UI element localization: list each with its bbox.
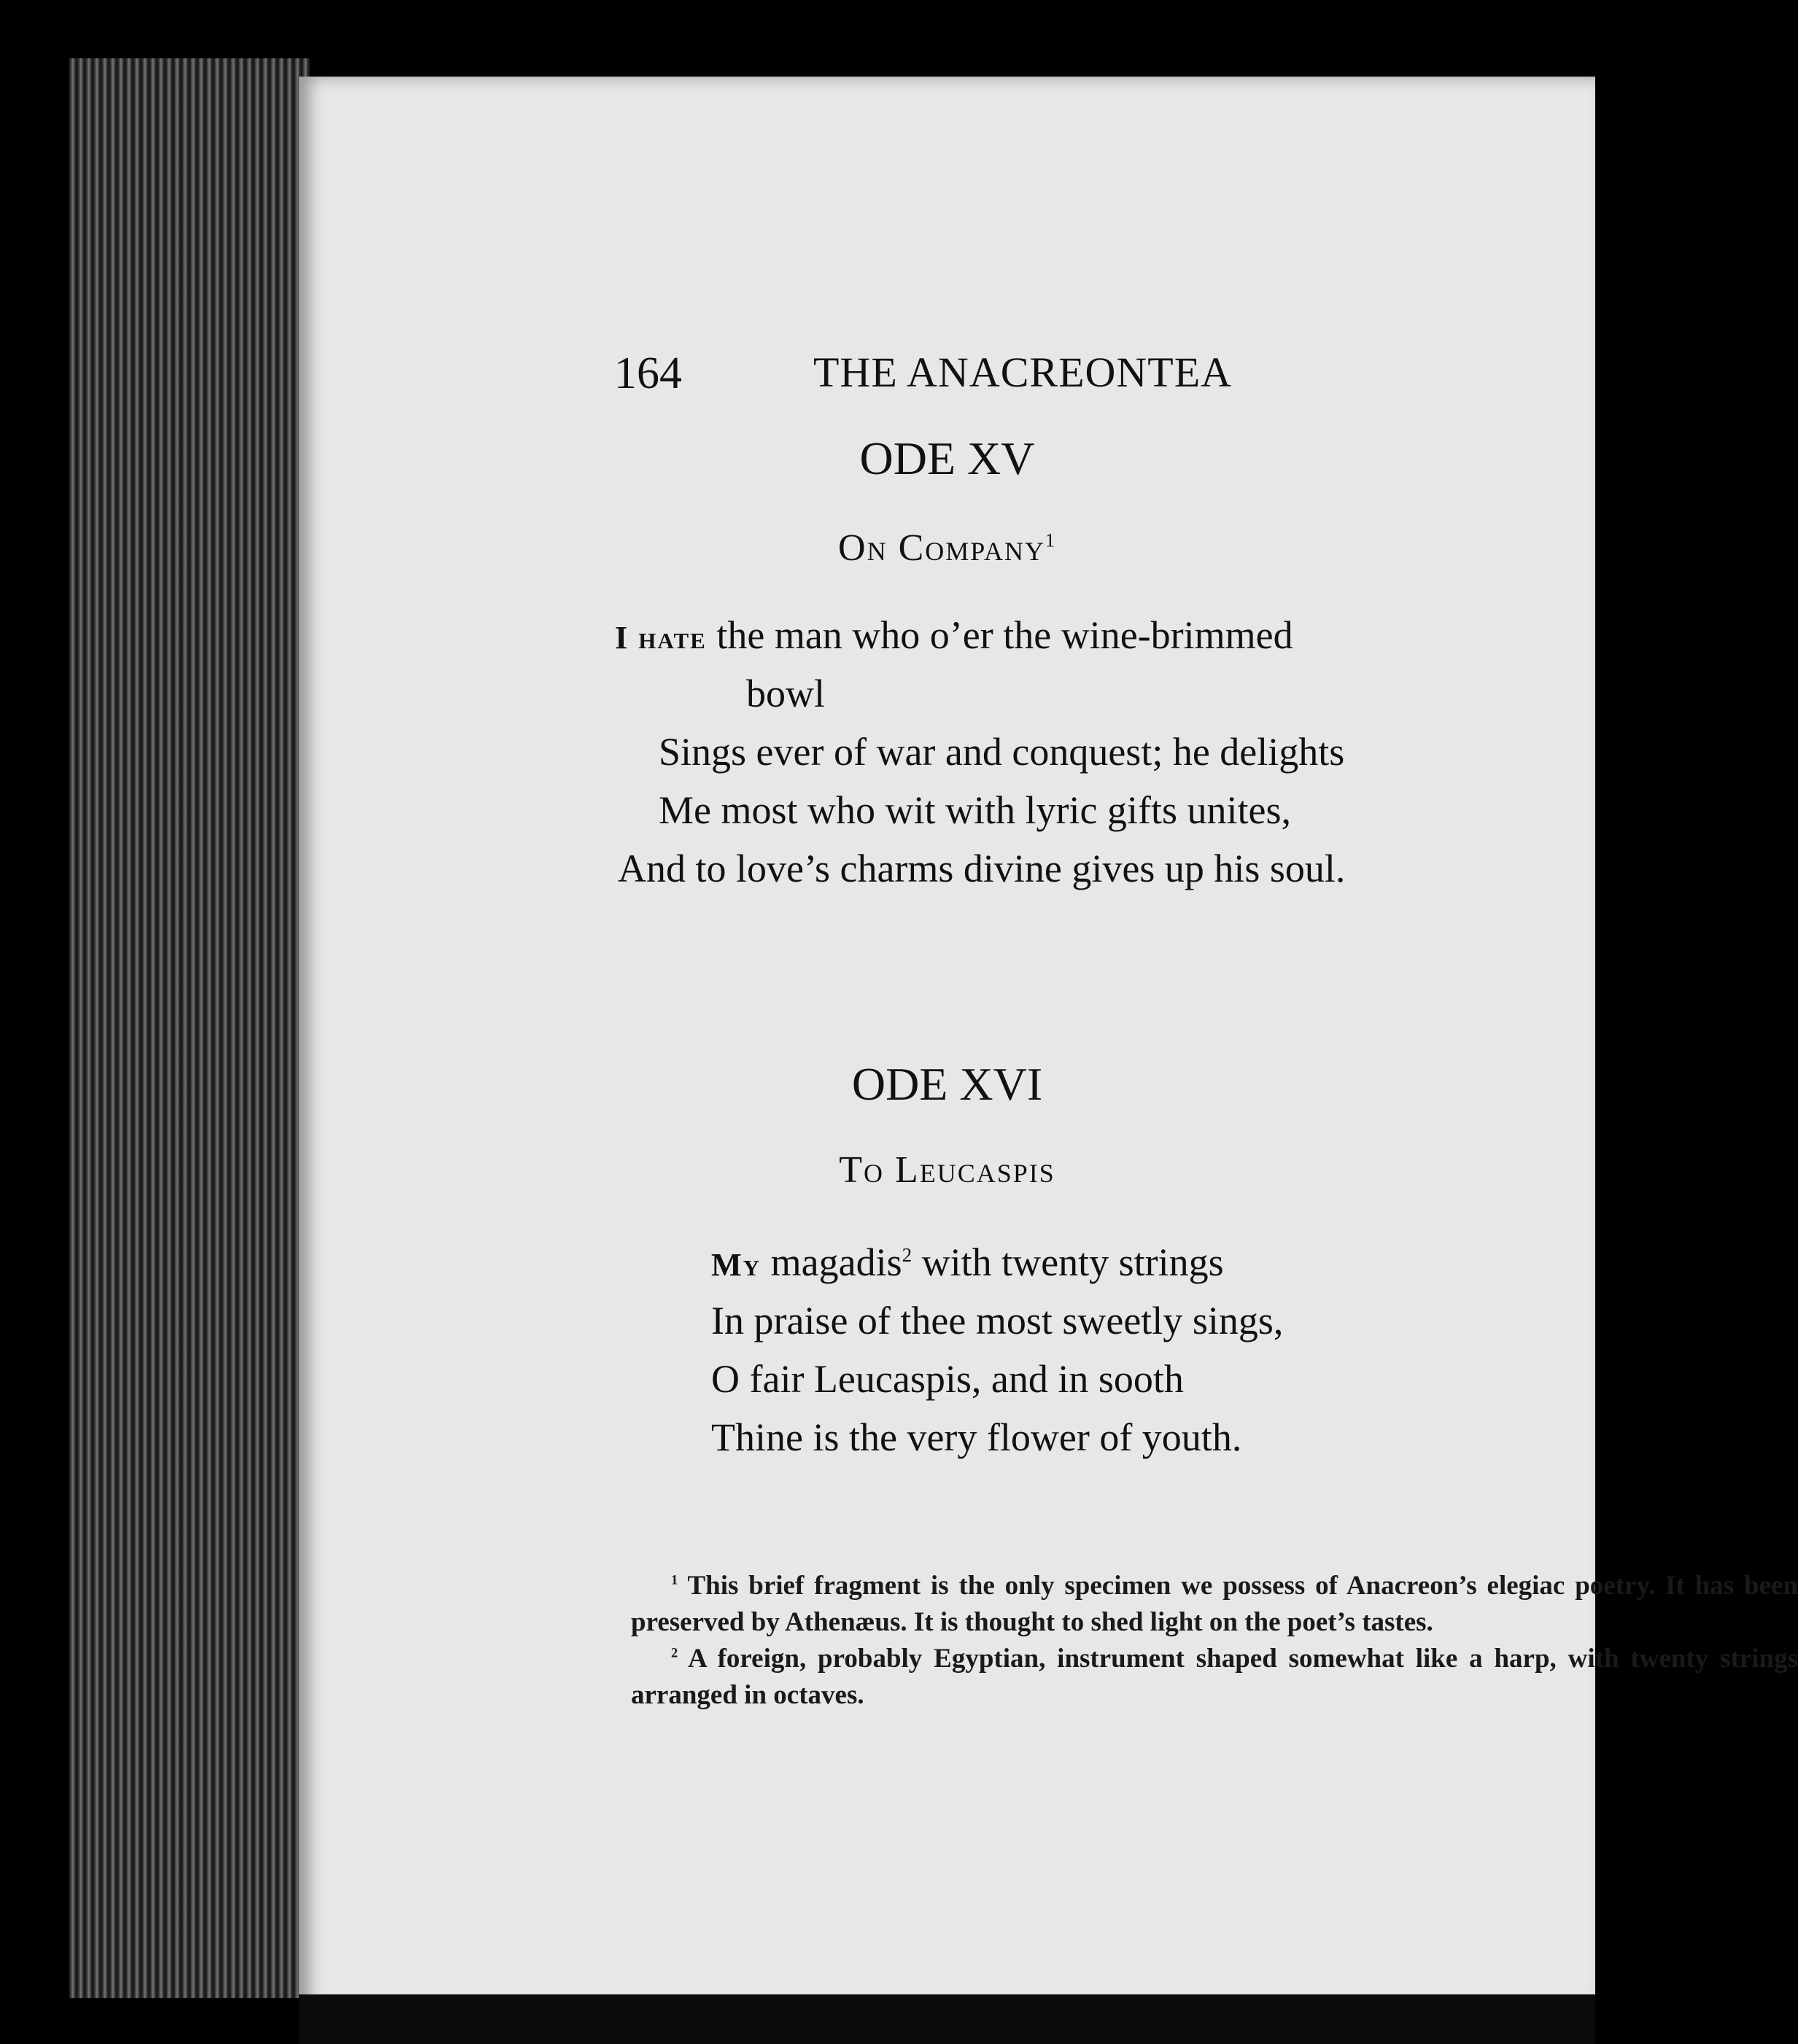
footnote-ref-1: 1 bbox=[1045, 529, 1056, 551]
footnote-2 bbox=[631, 1641, 1798, 1714]
poem-line bbox=[711, 1240, 1224, 1285]
footnotes bbox=[631, 1568, 1798, 1714]
ode-16-title: ODE XVI bbox=[851, 1058, 1043, 1110]
ode-15-title: ODE XV bbox=[859, 432, 1035, 484]
ode-16-subtitle: To Leucaspis bbox=[839, 1149, 1055, 1191]
footnote-text: A foreign, probably Egyptian, instrument shaped somewhat like a harp, with twenty strings arranged in octaves. bbox=[631, 1644, 1798, 1710]
drop-words: I hate bbox=[615, 620, 707, 656]
poem-line: In praise of thee most sweetly sings, bbox=[711, 1299, 1284, 1342]
running-title: THE ANACREONTEA bbox=[813, 349, 1233, 396]
book-page bbox=[299, 77, 1798, 2009]
poem-line: Thine is the very flower of youth. bbox=[711, 1415, 1242, 1459]
footnote-text: This brief fragment is the only specimen we possess of Anacreon’s elegiac poetry. It has been preserved by Athenæus. It is thought to shed light on the poet’s tastes. bbox=[631, 1571, 1798, 1637]
book-page-edges bbox=[69, 58, 310, 1998]
ode-15-subtitle-text: On Company bbox=[838, 527, 1045, 569]
poem-line: Sings ever of war and conquest; he delights bbox=[659, 730, 1345, 774]
poem-line: Me most who wit with lyric gifts unites, bbox=[659, 788, 1291, 832]
poem-line-text: the man who o’er the wine-brimmed bbox=[706, 613, 1293, 657]
poem-line bbox=[615, 613, 1293, 658]
poem-line: bowl bbox=[746, 672, 825, 715]
poem-line: O fair Leucaspis, and in sooth bbox=[711, 1357, 1184, 1401]
footnote-marker: 2 bbox=[671, 1646, 678, 1661]
footnote-1 bbox=[631, 1568, 1798, 1641]
footnote-marker: 1 bbox=[671, 1573, 678, 1588]
poem-line-text: with twenty strings bbox=[912, 1240, 1224, 1284]
scan-bottom-edge bbox=[299, 1994, 1595, 2044]
poem-line-text: magadis bbox=[761, 1240, 902, 1284]
page-number: 164 bbox=[614, 349, 682, 398]
ode-15-subtitle bbox=[299, 526, 1595, 570]
poem-line: And to love’s charms divine gives up his soul. bbox=[618, 847, 1346, 890]
drop-words: My bbox=[711, 1247, 762, 1283]
running-head bbox=[299, 348, 1595, 406]
footnote-ref-2: 2 bbox=[902, 1244, 912, 1266]
